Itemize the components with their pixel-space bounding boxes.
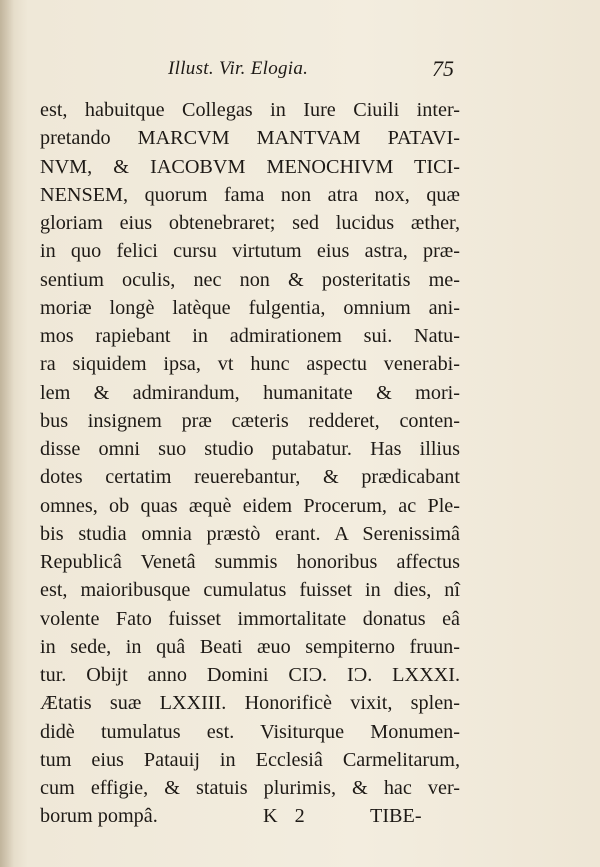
text-line: bis studia omnia præstò erant. A Serenissimâ xyxy=(40,522,460,545)
text-line: NENSEM, quorum fama non atra nox, quæ xyxy=(40,183,460,206)
body-text xyxy=(40,96,460,831)
text-line: Republicâ Venetâ summis honoribus affectus xyxy=(40,551,460,573)
signature-mark: K 2 xyxy=(263,805,311,828)
text-line: didè tumulatus est. Visiturque Monumen- xyxy=(40,720,460,743)
text-line: est, maioribusque cumulatus fuisset in dies, nî xyxy=(40,579,460,602)
text-line: moriæ longè latèque fulgentia, omnium ani- xyxy=(40,296,460,319)
closing-words: borum pompâ. xyxy=(40,805,158,828)
text-line: lem & admirandum, humanitate & mori- xyxy=(40,381,460,404)
text-line: est, habuitque Collegas in Iure Ciuili inter- xyxy=(40,99,460,121)
text-line: tum eius Patauij in Ecclesiâ Carmelitarum, xyxy=(40,748,460,771)
text-line: pretando MARCVM MANTVAM PATAVI- xyxy=(40,127,460,150)
text-line: tur. Obijt anno Domini CIƆ. IƆ. LXXXI. xyxy=(40,664,460,686)
text-line: volente Fato fuisset immortalitate donatus eâ xyxy=(40,607,460,630)
text-line: cum effigie, & statuis plurimis, & hac ver- xyxy=(40,777,460,799)
gutter-shadow xyxy=(0,0,14,867)
text-line: disse omni suo studio putabatur. Has illius xyxy=(40,438,460,460)
text-line: ra siquidem ipsa, vt hunc aspectu venerabi- xyxy=(40,353,460,376)
text-line: Ætatis suæ LXXIII. Honorificè vixit, splen- xyxy=(40,692,460,715)
text-line: gloriam eius obtenebraret; sed lucidus æther, xyxy=(40,212,460,234)
footer-line xyxy=(40,802,460,830)
text-line: bus insignem præ cæteris redderet, conten- xyxy=(40,409,460,432)
text-line: in sede, in quâ Beati æuo sempiterno fruun- xyxy=(40,635,460,658)
text-line: mos rapiebant in admirationem sui. Natu- xyxy=(40,325,460,347)
text-line: dotes certatim reuerebantur, & prædicabant xyxy=(40,466,460,489)
page-number: 75 xyxy=(432,56,454,81)
catchword: TIBE- xyxy=(370,805,422,828)
text-line: NVM, & IACOBVM MENOCHIVM TICI- xyxy=(40,155,460,178)
text-line: omnes, ob quas æquè eidem Procerum, ac Ple- xyxy=(40,494,460,517)
running-head: Illust. Vir. Elogia. xyxy=(168,58,309,79)
text-line: sentium oculis, nec non & posteritatis me- xyxy=(40,268,460,291)
text-line: in quo felici cursu virtutum eius astra, præ- xyxy=(40,240,460,263)
